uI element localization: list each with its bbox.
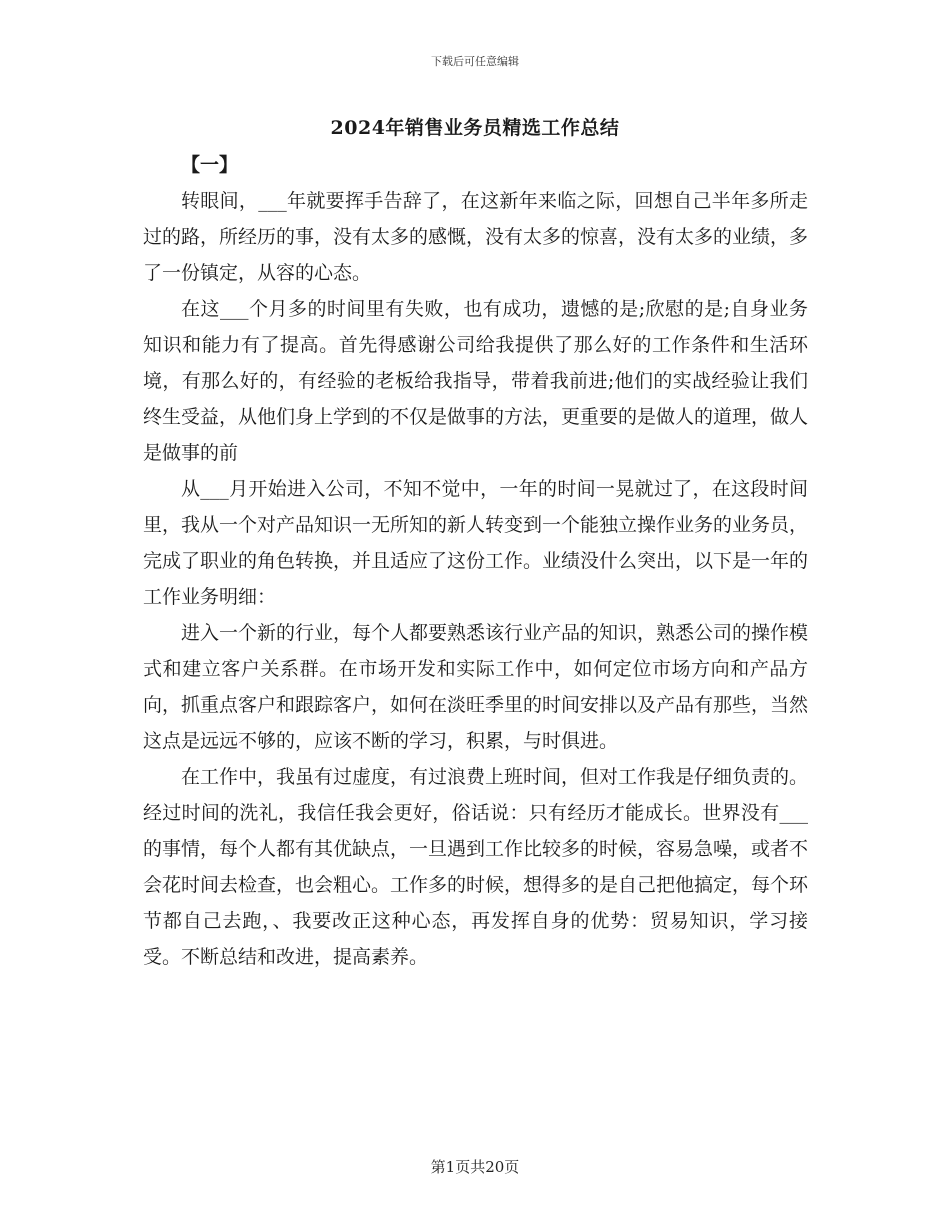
document-body — [143, 183, 808, 975]
paragraph: 从___月开始进入公司，不知不觉中，一年的时间一晃就过了，在这段时间里，我从一个对产品知识一无所知的新人转变到一个能独立操作业务的业务员，完成了职业的角色转换，并且适应了这份工作。业绩没什么突出，以下是一年的工作业务明细： — [143, 478, 809, 608]
section-heading: 【一】 — [181, 154, 239, 176]
paragraph: 在工作中，我虽有过虚度，有过浪费上班时间，但对工作我是仔细负责的。经过时间的洗礼，我信任我会更好，俗话说：只有经历才能成长。世界没有___的事情，每个人都有其优缺点，一旦遇到工作比较多的时候，容易急噪，或者不会花时间去检查，也会粗心。工作多的时候，想得多的是自己把他搞定，每个环节都自己去跑，、我要改正这种心态，再发挥自身的优势：贸易知识，学习接受。不断总结和改进，提高素养。 — [143, 766, 809, 968]
header-note: 下载后可任意编辑 — [431, 55, 519, 68]
paragraph: 转眼间，___年就要挥手告辞了，在这新年来临之际，回想自己半年多所走过的路，所经历的事，没有太多的感慨，没有太多的惊喜，没有太多的业绩，多了一份镇定，从容的心态。 — [143, 190, 809, 284]
paragraph: 进入一个新的行业，每个人都要熟悉该行业产品的知识，熟悉公司的操作模式和建立客户关系群。在市场开发和实际工作中，如何定位市场方向和产品方向，抓重点客户和跟踪客户，如何在淡旺季里的时间安排以及产品有那些，当然这点是远远不够的，应该不断的学习，积累，与时俱进。 — [143, 622, 809, 752]
document-title: 2024年销售业务员精选工作总结 — [330, 117, 620, 139]
paragraph: 在这___个月多的时间里有失败，也有成功，遗憾的是;欣慰的是;自身业务知识和能力有了提高。首先得感谢公司给我提供了那么好的工作条件和生活环境，有那么好的，有经验的老板给我指导，带着我前进;他们的实战经验让我们终生受益，从他们身上学到的不仅是做事的方法，更重要的是做人的道理，做人是做事的前 — [143, 298, 809, 464]
page-indicator: 第1页共20页 — [430, 1158, 520, 1176]
